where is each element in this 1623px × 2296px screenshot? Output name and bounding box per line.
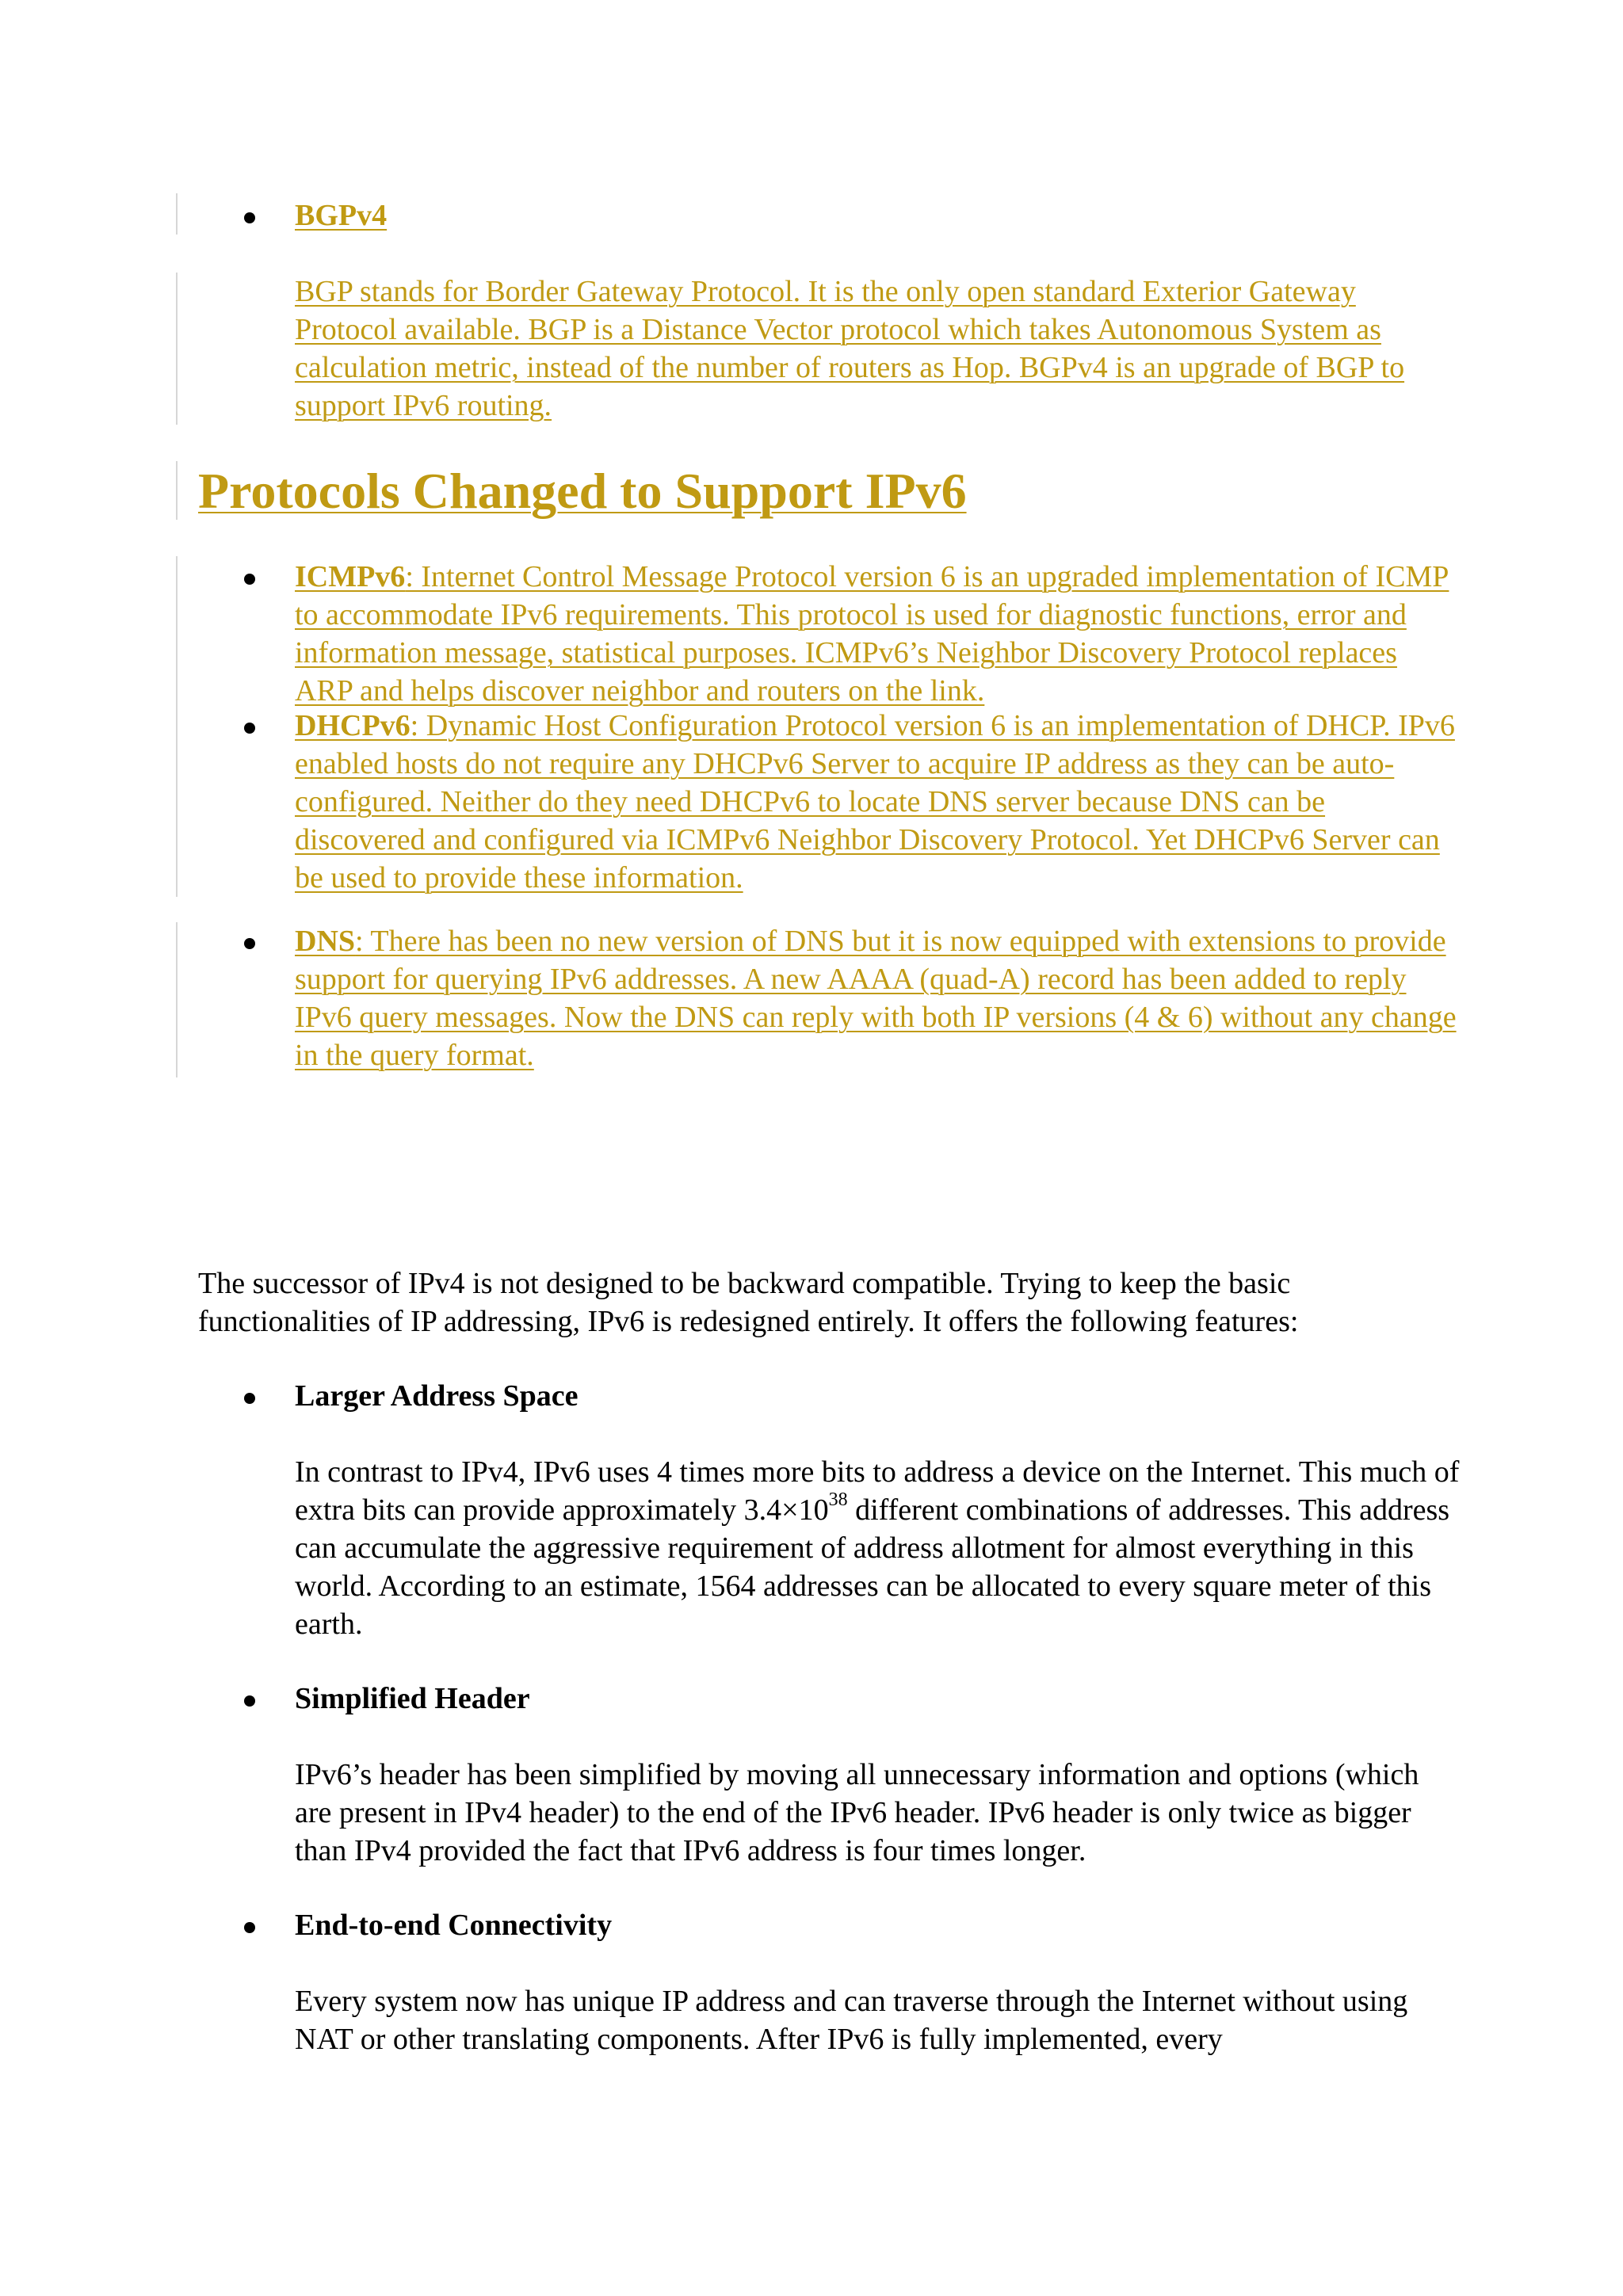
page-heading[interactable]: Protocols Changed to Support IPv6 [198,463,967,519]
protocol-text: : Internet Control Message Protocol version 6 is an upgraded implementation of ICMP to accommodate IPv6 requirements. This protocol is used for diagnostic functions, error and information message, statistical purposes. ICMPv6’s Neighbor Discovery Protocol replaces ARP and helps discover neighbor and routers on the link. [295,560,1449,707]
feature-body-text: different combinations of addresses. This address can accumulate the aggressive requirement of address allotment for almost everything in this world. According to an estimate, 1564 addresses can be allocated to every square meter of this earth. [295,1493,1450,1641]
quote-bar [176,922,178,1077]
bullet-icon [244,574,255,585]
feature-body-text: In contrast to IPv4, IPv6 uses 4 times more bits to address a device on the Internet. This much of extra bits can provide approximately 3.4×10 [295,1455,1460,1527]
bgpv4-link[interactable]: BGPv4 [295,199,388,232]
quote-bar [176,461,178,520]
quote-bar [176,556,178,897]
bullet-icon [244,1695,255,1707]
feature-body: Every system now has unique IP address and can traverse through the Internet without using NAT or other translating components. After IPv6 is fully implemented, every [295,1985,1408,2056]
protocol-name: DHCPv6 [295,709,411,742]
feature-body [295,1453,1460,1643]
exponent: 38 [828,1489,848,1511]
quote-bar [176,273,178,425]
protocol-item-dns[interactable] [295,922,1460,1074]
protocol-name: ICMPv6 [295,560,406,593]
feature-title: Larger Address Space [295,1379,579,1413]
intro-paragraph: The successor of IPv4 is not designed to be backward compatible. Trying to keep the basic functionalities of IP addressing, IPv6 is redesigned entirely. It offers the following features: [198,1267,1299,1338]
protocol-text: : Dynamic Host Configuration Protocol version 6 is an implementation of DHCP. IPv6 enabled hosts do not require any DHCPv6 Server to acquire IP address as they can be auto-configured. Neither do they need DHCPv6 to locate DNS server because DNS can be discovered and configured via ICMPv6 Neighbor Discovery Protocol. Yet DHCPv6 Server can be used to provide these information. [295,709,1455,894]
feature-body: IPv6’s header has been simplified by moving all unnecessary information and options (which are present in IPv4 header) to the end of the IPv6 header. IPv6 header is only twice as bigger than IPv4 provided the fact that IPv6 address is four times longer. [295,1758,1419,1867]
bullet-icon [244,1393,255,1404]
quote-bar [176,193,178,235]
protocol-item-dhcpv6[interactable] [295,707,1460,897]
bullet-icon [244,723,255,734]
bullet-icon [244,212,255,223]
feature-title: End-to-end Connectivity [295,1909,613,1942]
bullet-icon [244,938,255,949]
bgpv4-description[interactable]: BGP stands for Border Gateway Protocol. It is the only open standard Exterior Gateway Protocol available. BGP is a Distance Vector protocol which takes Autonomous System as calculation metric, instead of the number of routers as Hop. BGPv4 is an upgrade of BGP to support IPv6 routing. [295,275,1405,422]
bullet-icon [244,1922,255,1933]
bgpv4-title[interactable] [295,196,1460,235]
protocol-item-icmpv6[interactable] [295,558,1460,710]
feature-title: Simplified Header [295,1682,530,1715]
protocol-text: : There has been no new version of DNS but it is now equipped with extensions to provide support for querying IPv6 addresses. A new AAAA (quad-A) record has been added to reply IPv6 query messages. Now the DNS can reply with both IP versions (4 & 6) without any change in the query format. [295,925,1457,1072]
protocol-name: DNS [295,925,356,958]
